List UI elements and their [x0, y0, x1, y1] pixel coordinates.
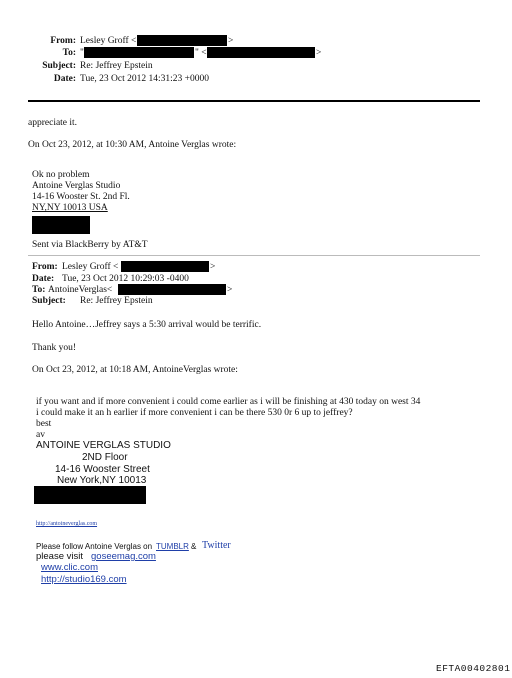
redaction-box: [118, 284, 226, 295]
original-line: av: [36, 430, 45, 440]
redaction-box: [84, 47, 194, 58]
signature-floor: 2ND Floor: [82, 452, 128, 463]
from-value: Lesley Groff <: [80, 36, 137, 46]
inner-subject-label: Subject:: [32, 296, 66, 306]
original-line: i could make it an h earlier if more convenient i can be there 530 0r 6 up to jeffrey?: [36, 408, 353, 418]
twitter-link[interactable]: Twitter: [202, 540, 231, 551]
reply-text: appreciate it.: [28, 118, 78, 128]
inner-from-label: From:: [32, 262, 58, 272]
date-label: Date:: [53, 74, 76, 84]
reply-line: 14-16 Wooster St. 2nd Fl.: [32, 192, 130, 202]
redaction-box: [137, 35, 227, 46]
subject-value: Re: Jeffrey Epstein: [80, 61, 153, 71]
from-close: >: [228, 36, 234, 46]
from-label: From:: [50, 36, 76, 46]
ampersand: &: [191, 542, 197, 551]
date-value: Tue, 23 Oct 2012 14:31:23 +0000: [80, 74, 210, 84]
inner-date-label: Date:: [32, 274, 55, 284]
subject-label: Subject:: [42, 61, 76, 71]
header-divider: [28, 100, 480, 102]
to-open: ": [80, 48, 84, 58]
signature-city: New York,NY 10013: [57, 475, 147, 486]
to-mid: " <: [195, 48, 207, 58]
to-label: To:: [62, 48, 76, 58]
redaction-box: [121, 261, 209, 272]
inner-date-value: Tue, 23 Oct 2012 10:29:03 -0400: [62, 274, 189, 284]
quoted-attribution: On Oct 23, 2012, at 10:30 AM, Antoine Verglas wrote:: [28, 140, 237, 150]
signature-studio: ANTOINE VERGLAS STUDIO: [36, 440, 171, 451]
inner-subject-value: Re: Jeffrey Epstein: [80, 296, 153, 306]
goseemag-link[interactable]: goseemag.com: [91, 551, 156, 562]
redaction-box: [207, 47, 315, 58]
website-link[interactable]: http://antoineverglas.com: [36, 521, 98, 527]
follow-text: Please follow Antoine Verglas on: [36, 542, 153, 551]
tumblr-link[interactable]: TUMBLR: [156, 542, 189, 551]
reply-line: NY,NY 10013 USA: [32, 203, 108, 213]
to-close: >: [316, 48, 322, 58]
inner-to-value: AntoineVerglas<: [48, 285, 113, 295]
reply-line: Antoine Verglas Studio: [32, 181, 121, 191]
clic-link[interactable]: www.clic.com: [41, 562, 99, 573]
quote-divider: [28, 255, 480, 256]
inner-to-close: >: [227, 285, 233, 295]
original-line: best: [36, 419, 52, 429]
inner-from-value: Lesley Groff <: [62, 262, 119, 272]
quoted-attribution: On Oct 23, 2012, at 10:18 AM, AntoineVerglas wrote:: [32, 365, 238, 375]
inner-to-label: To:: [32, 285, 46, 295]
message-text: Thank you!: [32, 343, 77, 353]
sent-via: Sent via BlackBerry by AT&T: [32, 240, 148, 250]
original-line: if you want and if more convenient i could come earlier as i will be finishing at 430 today on west 34: [36, 397, 421, 407]
redaction-box: [32, 216, 90, 234]
inner-from-close: >: [210, 262, 216, 272]
message-text: Hello Antoine…Jeffrey says a 5:30 arrival would be terrific.: [32, 320, 262, 330]
redaction-box: [34, 486, 146, 504]
visit-text: please visit: [36, 551, 83, 562]
reply-line: Ok no problem: [32, 170, 90, 180]
signature-street: 14-16 Wooster Street: [55, 464, 150, 475]
studio169-link[interactable]: http://studio169.com: [41, 574, 127, 585]
bates-number: EFTA00402801: [436, 663, 511, 674]
